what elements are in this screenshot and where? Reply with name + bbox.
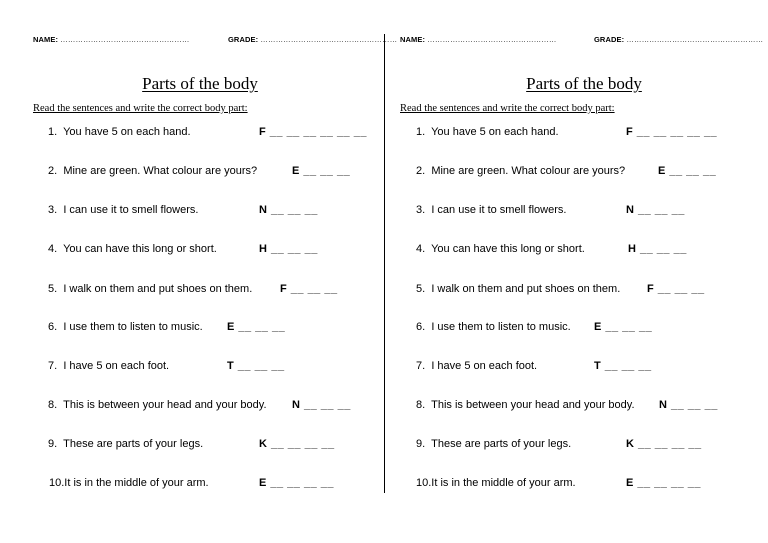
- answer-blank[interactable]: F __ __ __ __ __: [626, 126, 718, 138]
- grade-line: ………………………………………………: [260, 35, 398, 44]
- question-text: I walk on them and put shoes on them.: [431, 283, 621, 295]
- answer-blank[interactable]: H __ __ __: [259, 243, 318, 255]
- answer-blank[interactable]: F __ __ __ __ __ __: [259, 126, 367, 138]
- question-item: [416, 321, 571, 333]
- question-number: 1.: [416, 126, 426, 138]
- question-text: You can have this long or short.: [431, 243, 585, 255]
- answer-blank[interactable]: T __ __ __: [594, 360, 652, 372]
- question-item: [416, 165, 625, 177]
- question-number: 2.: [416, 165, 426, 177]
- name-line: ……………………………………………: [60, 35, 190, 44]
- question-number: 4.: [416, 243, 426, 255]
- answer-blank[interactable]: E __ __ __: [227, 321, 286, 333]
- answer-blank[interactable]: E __ __ __: [658, 165, 717, 177]
- worksheet-title: Parts of the body: [142, 74, 258, 93]
- question-item: [49, 477, 209, 489]
- grade-label: GRADE:: [594, 35, 625, 44]
- question-number: 8.: [48, 399, 58, 411]
- question-item: [48, 399, 267, 411]
- question-text: These are parts of your legs.: [431, 438, 572, 450]
- question-item: [416, 399, 635, 411]
- question-text: This is between your head and your body.: [63, 399, 267, 411]
- question-text: It is in the middle of your arm.: [64, 477, 209, 489]
- question-text: You can have this long or short.: [63, 243, 217, 255]
- question-item: [416, 243, 585, 255]
- grade-field[interactable]: [594, 35, 763, 44]
- question-number: 5.: [48, 283, 58, 295]
- question-item: [48, 243, 217, 255]
- answer-blank[interactable]: E __ __ __: [594, 321, 653, 333]
- question-number: 2.: [48, 165, 58, 177]
- question-item: [48, 321, 203, 333]
- question-number: 5.: [416, 283, 426, 295]
- answer-blank[interactable]: K __ __ __ __: [259, 438, 335, 450]
- answer-blank[interactable]: F __ __ __: [280, 283, 338, 295]
- question-number: 7.: [48, 360, 58, 372]
- answer-blank[interactable]: E __ __ __: [292, 165, 351, 177]
- grade-field[interactable]: [228, 35, 397, 44]
- question-text: I can use it to smell flowers.: [431, 204, 567, 216]
- question-number: 6.: [416, 321, 426, 333]
- question-number: 6.: [48, 321, 58, 333]
- question-text: It is in the middle of your arm.: [431, 477, 576, 489]
- question-text: I can use it to smell flowers.: [63, 204, 199, 216]
- name-field[interactable]: [400, 35, 556, 44]
- name-label: NAME:: [400, 35, 426, 44]
- question-item: [416, 438, 571, 450]
- answer-blank[interactable]: F __ __ __: [647, 283, 705, 295]
- answer-blank[interactable]: N __ __ __: [659, 399, 718, 411]
- instruction-text: Read the sentences and write the correct body part:: [400, 103, 615, 114]
- question-text: These are parts of your legs.: [63, 438, 204, 450]
- question-item: [48, 165, 257, 177]
- question-number: 10.: [416, 477, 432, 489]
- question-item: [416, 204, 566, 216]
- question-number: 9.: [416, 438, 426, 450]
- question-item: [416, 360, 537, 372]
- question-text: Mine are green. What colour are yours?: [431, 165, 626, 177]
- instruction-text: Read the sentences and write the correct body part:: [33, 103, 248, 114]
- answer-blank[interactable]: T __ __ __: [227, 360, 285, 372]
- answer-blank[interactable]: K __ __ __ __: [626, 438, 702, 450]
- question-number: 8.: [416, 399, 426, 411]
- question-item: [48, 283, 252, 295]
- question-item: [416, 477, 576, 489]
- question-item: [48, 360, 169, 372]
- answer-blank[interactable]: N __ __ __: [292, 399, 351, 411]
- answer-blank[interactable]: H __ __ __: [628, 243, 687, 255]
- answer-blank[interactable]: E __ __ __ __: [259, 477, 335, 489]
- question-text: You have 5 on each hand.: [431, 126, 559, 138]
- worksheet-title: Parts of the body: [526, 74, 642, 93]
- question-text: I have 5 on each foot.: [63, 360, 170, 372]
- question-item: [48, 204, 198, 216]
- name-line: ……………………………………………: [427, 35, 557, 44]
- answer-blank[interactable]: N __ __ __: [626, 204, 685, 216]
- question-number: 9.: [48, 438, 58, 450]
- grade-line: ………………………………………………: [626, 35, 764, 44]
- question-text: I use them to listen to music.: [431, 321, 571, 333]
- grade-label: GRADE:: [228, 35, 259, 44]
- question-item: [416, 126, 559, 138]
- question-number: 1.: [48, 126, 58, 138]
- question-number: 7.: [416, 360, 426, 372]
- question-number: 3.: [48, 204, 58, 216]
- question-text: I walk on them and put shoes on them.: [63, 283, 253, 295]
- name-label: NAME:: [33, 35, 59, 44]
- question-number: 10.: [49, 477, 65, 489]
- question-number: 3.: [416, 204, 426, 216]
- question-text: You have 5 on each hand.: [63, 126, 191, 138]
- question-item: [48, 126, 191, 138]
- question-text: This is between your head and your body.: [431, 399, 635, 411]
- question-item: [416, 283, 620, 295]
- question-text: Mine are green. What colour are yours?: [63, 165, 258, 177]
- name-field[interactable]: [33, 35, 189, 44]
- answer-blank[interactable]: E __ __ __ __: [626, 477, 702, 489]
- question-text: I have 5 on each foot.: [431, 360, 538, 372]
- question-text: I use them to listen to music.: [63, 321, 203, 333]
- answer-blank[interactable]: N __ __ __: [259, 204, 318, 216]
- question-item: [48, 438, 203, 450]
- question-number: 4.: [48, 243, 58, 255]
- worksheet-right: [384, 0, 768, 543]
